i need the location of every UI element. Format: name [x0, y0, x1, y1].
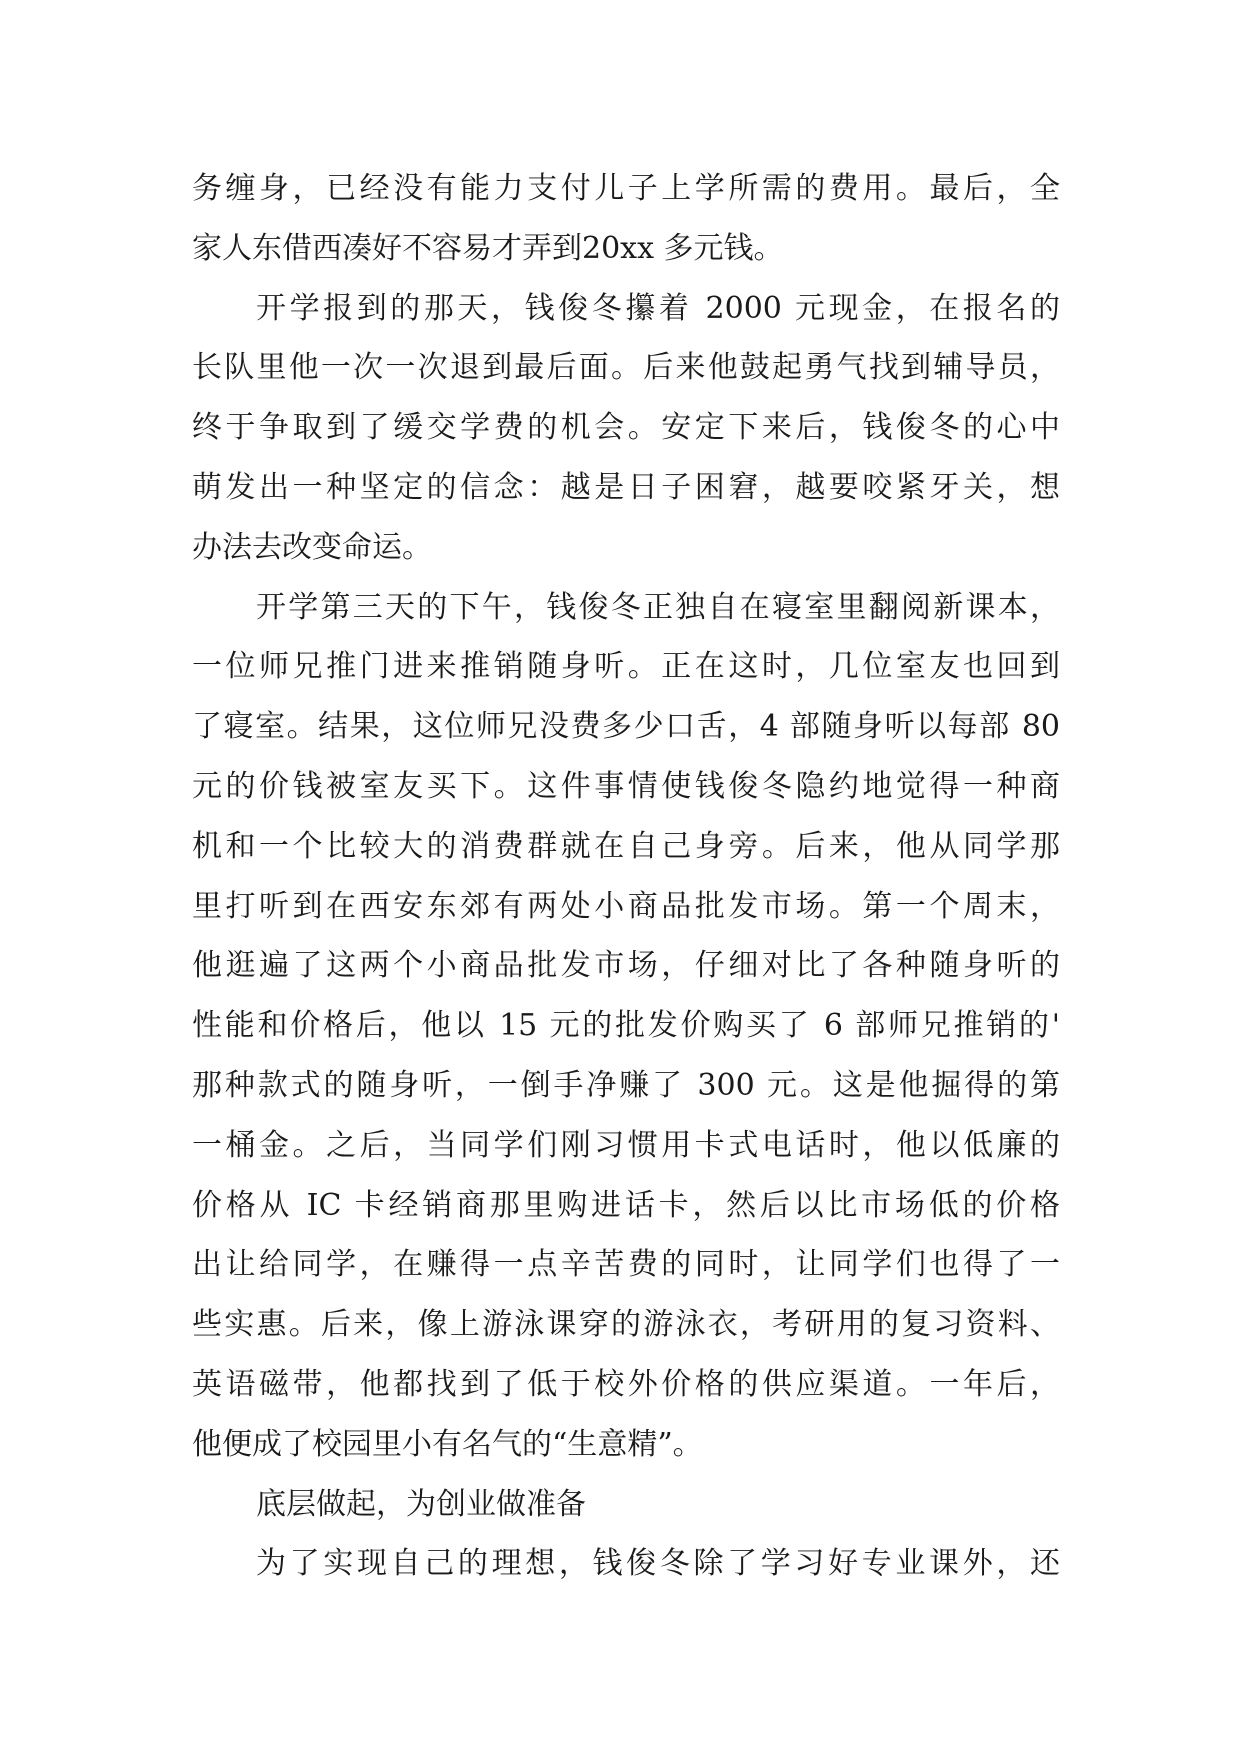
text-line: 那种款式的随身听，一倒手净赚了 300 元。这是他掘得的第 [192, 1067, 1060, 1103]
text-line: 英语磁带，他都找到了低于校外价格的供应渠道。一年后， [192, 1366, 1060, 1402]
text-line: 机和一个比较大的消费群就在自己身旁。后来，他从同学那 [192, 828, 1060, 864]
text-line: 性能和价格后，他以 15 元的批发价购买了 6 部师兄推销的' [192, 1008, 1060, 1044]
body-text [192, 159, 1060, 1594]
text-line: 一桶金。之后，当同学们刚习惯用卡式电话时，他以低廉的 [192, 1127, 1060, 1163]
text-line: 办法去改变命运。 [192, 529, 432, 565]
text-line: 长队里他一次一次退到最后面。后来他鼓起勇气找到辅导员， [192, 350, 1060, 386]
text-line: 了寝室。结果，这位师兄没费多少口舌，4 部随身听以每部 80 [192, 709, 1060, 745]
text-line: 出让给同学，在赚得一点辛苦费的同时，让同学们也得了一 [192, 1247, 1060, 1283]
text-line: 开学第三天的下午，钱俊冬正独自在寝室里翻阅新课本， [256, 589, 1060, 625]
text-line: 萌发出一种坚定的信念：越是日子困窘，越要咬紧牙关，想 [192, 469, 1060, 505]
text-line: 为了实现自己的理想，钱俊冬除了学习好专业课外，还 [256, 1546, 1060, 1582]
text-line: 元的价钱被室友买下。这件事情使钱俊冬隐约地觉得一种商 [192, 768, 1060, 804]
text-line: 里打听到在西安东郊有两处小商品批发市场。第一个周末， [192, 888, 1060, 924]
text-line: 开学报到的那天，钱俊冬攥着 2000 元现金，在报名的 [256, 290, 1060, 326]
text-line: 他逛遍了这两个小商品批发市场，仔细对比了各种随身听的 [192, 948, 1060, 984]
text-line: 些实惠。后来，像上游泳课穿的游泳衣，考研用的复习资料、 [192, 1307, 1060, 1343]
text-line: 底层做起，为创业做准备 [256, 1486, 586, 1522]
text-line: 家人东借西凑好不容易才弄到20xx 多元钱。 [192, 230, 784, 266]
text-line: 终于争取到了缓交学费的机会。安定下来后，钱俊冬的心中 [192, 410, 1060, 446]
text-line: 一位师兄推门进来推销随身听。正在这时，几位室友也回到 [192, 649, 1060, 685]
text-line: 价格从 IC 卡经销商那里购进话卡，然后以比市场低的价格 [192, 1187, 1060, 1223]
text-line: 他便成了校园里小有名气的“生意精”。 [192, 1426, 703, 1462]
text-line: 务缠身，已经没有能力支付儿子上学所需的费用。最后，全 [192, 171, 1060, 206]
